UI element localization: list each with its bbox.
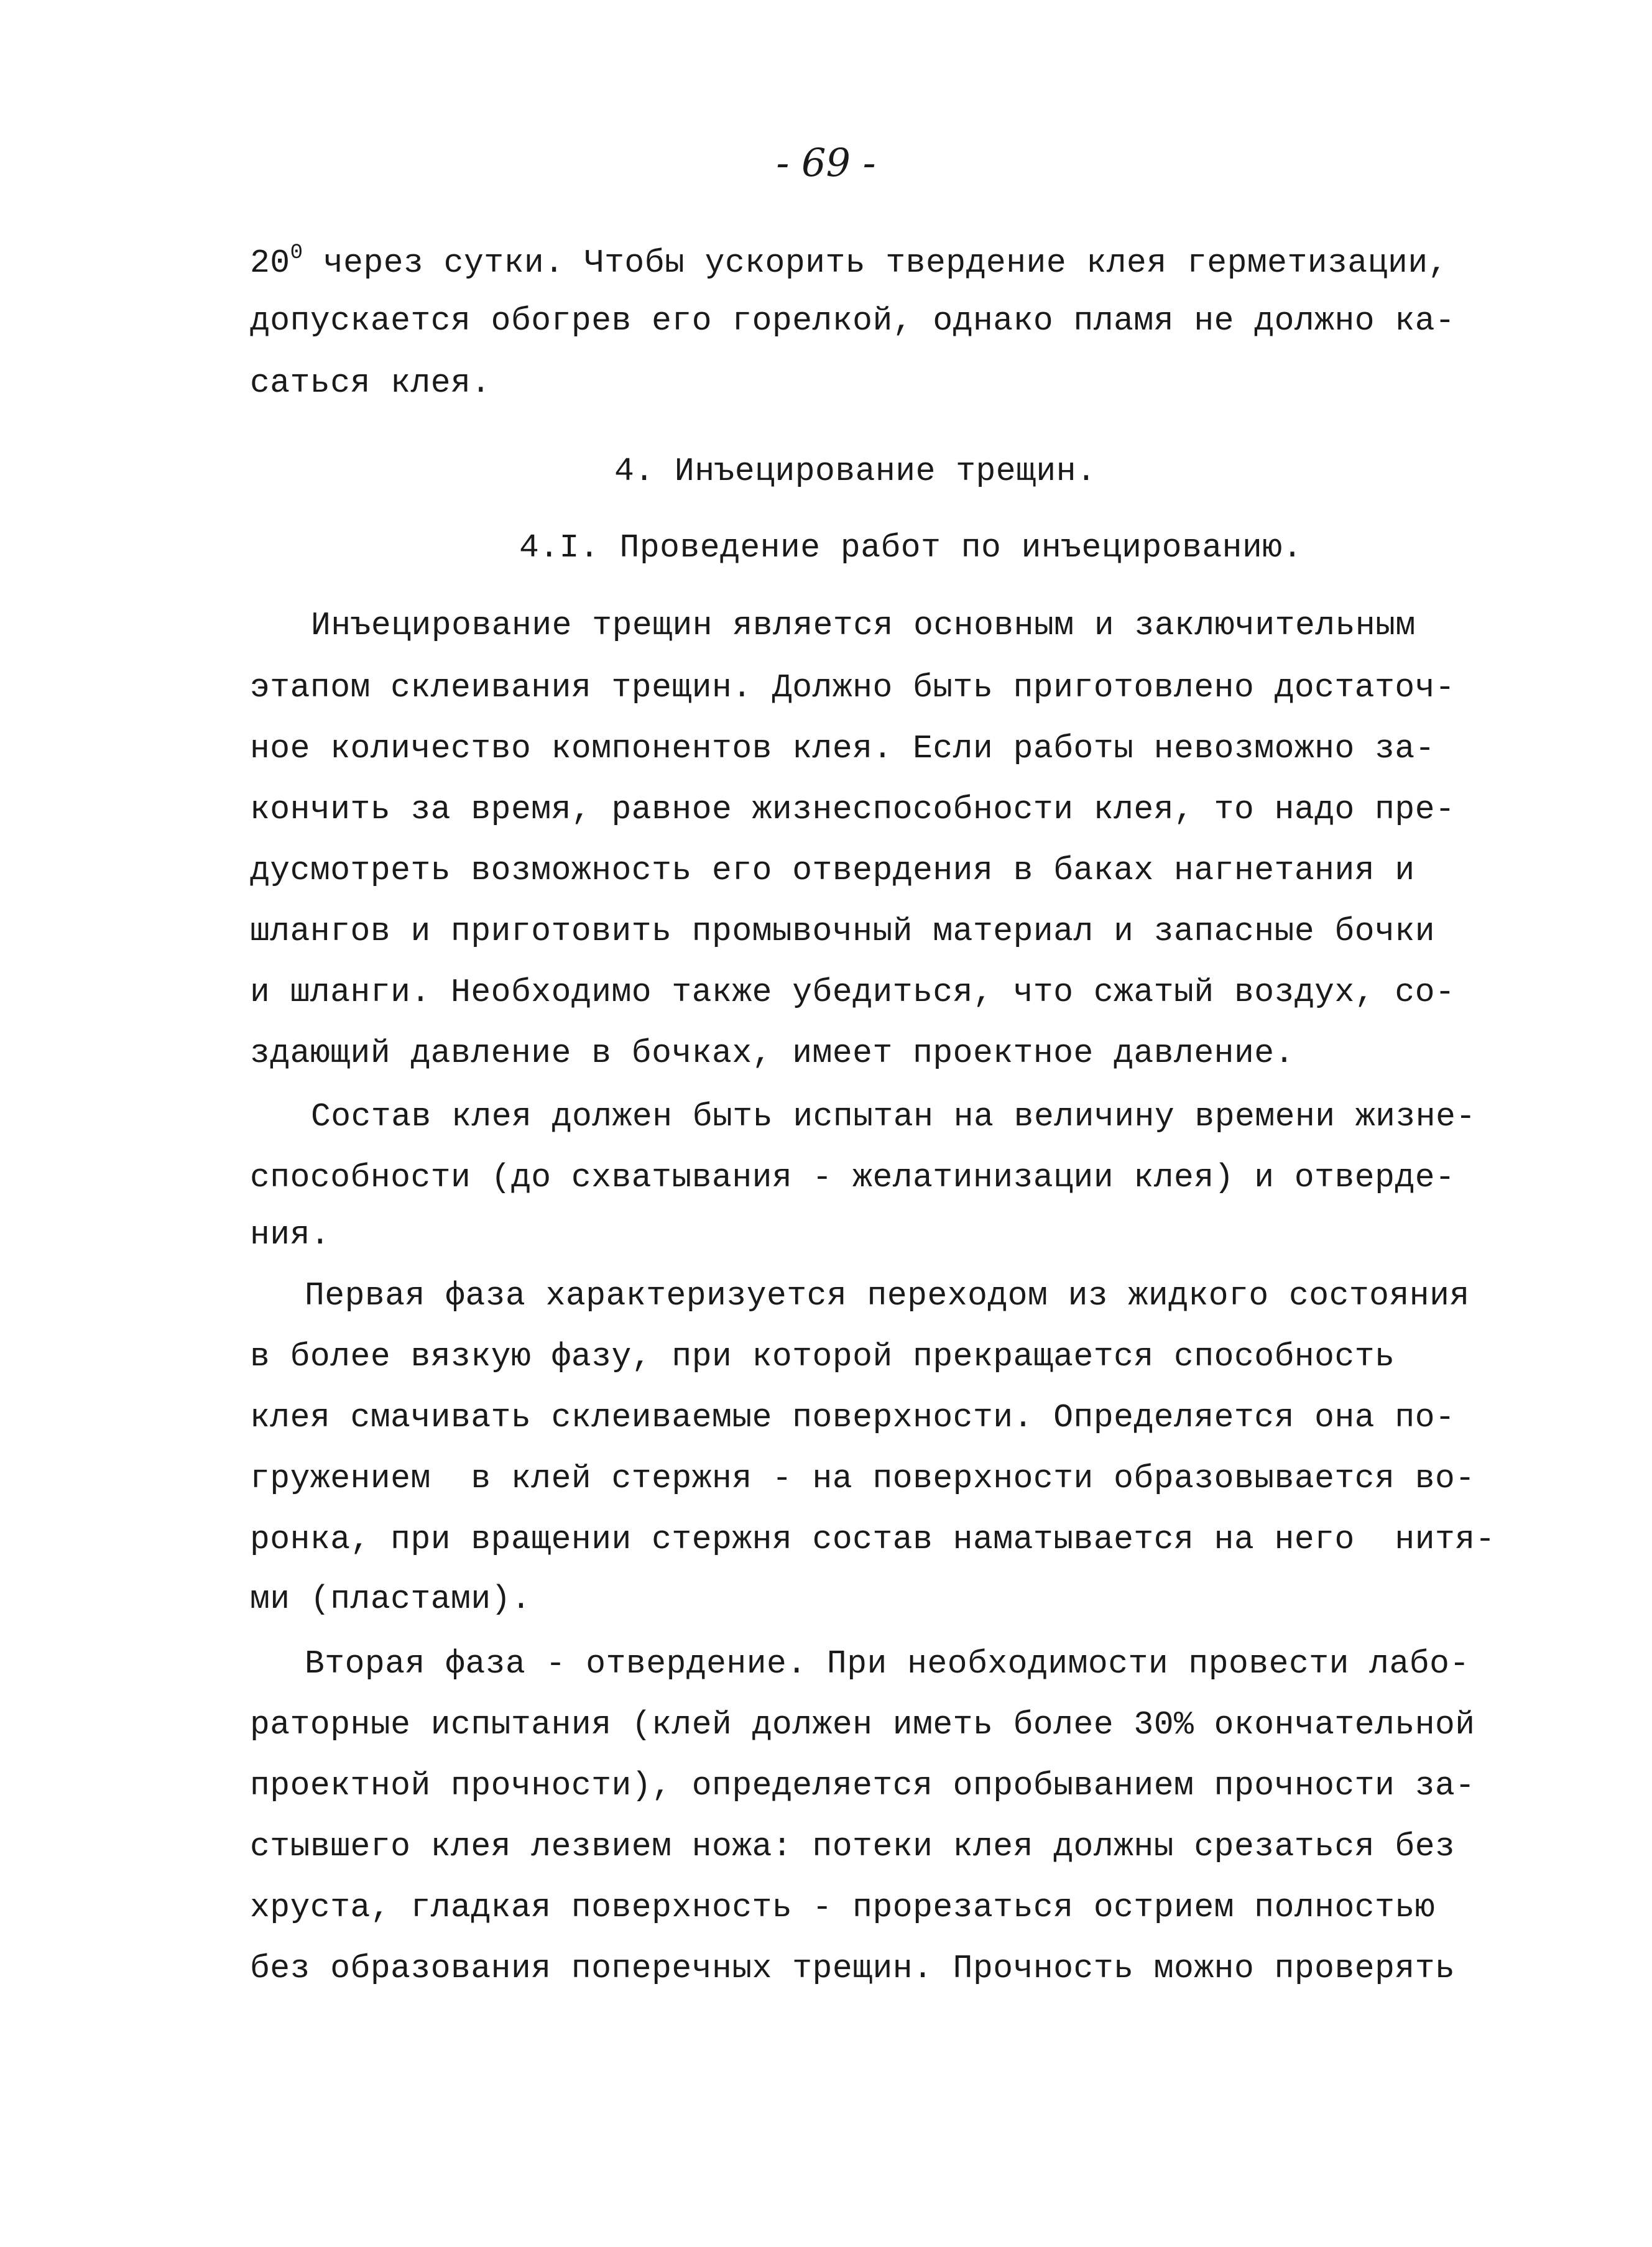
paragraph4-line: хруста, гладкая поверхность - прорезаться острием полностью	[250, 1889, 1436, 1926]
paragraph4-line: Вторая фаза - отвердение. При необходимости провести лабо-	[305, 1645, 1470, 1682]
page-number: - 69 -	[776, 140, 876, 185]
intro-line-1	[250, 242, 1448, 280]
paragraph2-line: ния.	[250, 1216, 331, 1253]
paragraph1-line: здающий давление в бочках, имеет проектное давление.	[250, 1035, 1294, 1072]
intro-line-2: допускается обогрев его горелкой, однако пламя не должно ка-	[250, 302, 1456, 339]
degree-sign: 0	[290, 241, 303, 265]
paragraph2-line: Состав клея должен быть испытан на величину времени жизне-	[311, 1098, 1476, 1135]
paragraph3-line: ронка, при вращении стержня состав наматывается на него нитя-	[250, 1521, 1495, 1558]
paragraph4-line: без образования поперечных трещин. Прочность можно проверять	[250, 1950, 1456, 1987]
intro-line-1-text: через сутки. Чтобы ускорить твердение клея герметизации,	[303, 244, 1448, 282]
paragraph2-line: способности (до схватывания - желатинизации клея) и отверде-	[250, 1159, 1456, 1196]
paragraph3-line: ми (пластами).	[250, 1580, 532, 1618]
paragraph3-line: в более вязкую фазу, при которой прекращается способность	[250, 1338, 1395, 1375]
subsection-heading: 4.I. Проведение работ по инъецированию.	[519, 529, 1303, 566]
paragraph1-line: шлангов и приготовить промывочный материал и запасные бочки	[250, 913, 1436, 950]
paragraph4-line: стывшего клея лезвием ножа: потеки клея должны срезаться без	[250, 1828, 1456, 1865]
paragraph1-line: дусмотреть возможность его отвердения в баках нагнетания и	[250, 852, 1415, 889]
paragraph1-line: и шланги. Необходимо также убедиться, что сжатый воздух, со-	[250, 974, 1456, 1011]
degree-value: 20	[250, 244, 290, 282]
paragraph1-line: ное количество компонентов клея. Если работы невозможно за-	[250, 730, 1436, 767]
paragraph3-line: клея смачивать склеиваемые поверхности. Определяется она по-	[250, 1399, 1456, 1436]
paragraph1-line: Инъецирование трещин является основным и заключительным	[311, 607, 1416, 644]
intro-line-3: саться клея.	[250, 364, 491, 402]
paragraph1-line: кончить за время, равное жизнеспособности клея, то надо пре-	[250, 791, 1456, 828]
paragraph4-line: раторные испытания (клей должен иметь более 30% окончательной	[250, 1706, 1475, 1743]
section-heading: 4. Инъецирование трещин.	[614, 453, 1097, 490]
paragraph3-line: Первая фаза характеризуется переходом из жидкого состояния	[305, 1277, 1470, 1314]
paragraph4-line: проектной прочности), определяется опробыванием прочности за-	[250, 1767, 1475, 1804]
paragraph1-line: этапом склеивания трещин. Должно быть приготовлено достаточ-	[250, 669, 1456, 706]
paragraph3-line: гружением в клей стержня - на поверхности образовывается во-	[250, 1460, 1475, 1497]
